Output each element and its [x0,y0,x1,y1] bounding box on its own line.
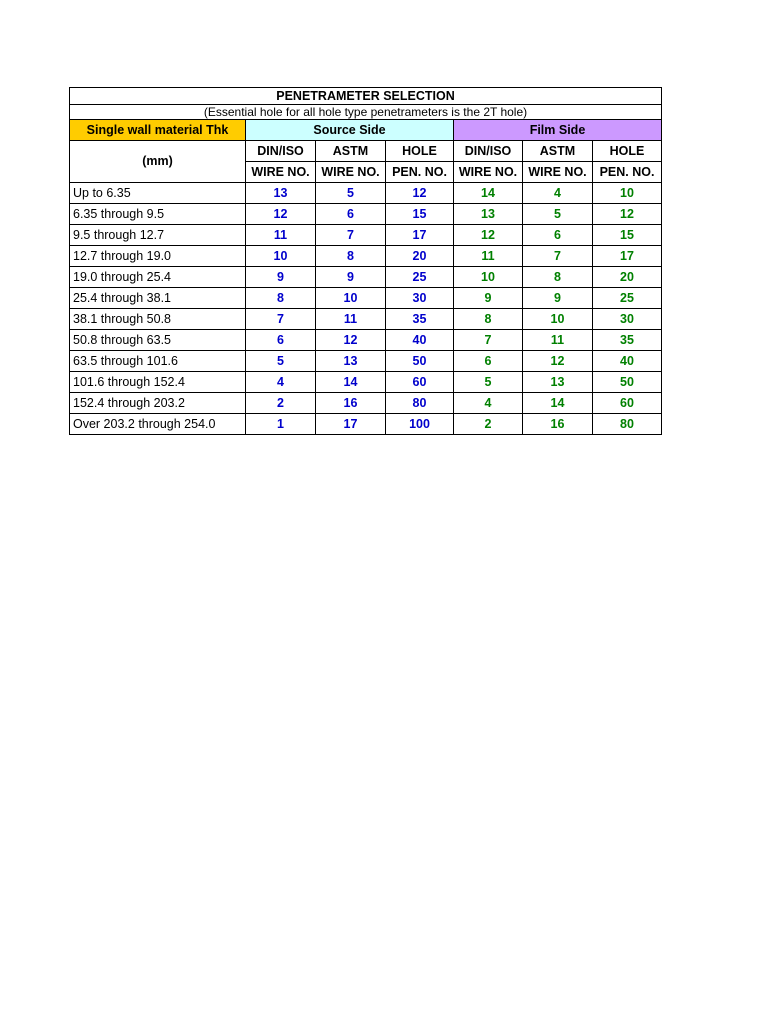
source-hole-cell: 15 [386,204,454,225]
film-din-iso-cell: 4 [454,393,523,414]
title-row [70,88,662,105]
thickness-header: Single wall material Thk [70,120,246,141]
film-hole-cell: 35 [593,330,662,351]
source-hole-header: HOLE [386,141,454,162]
source-astm-wire-header: WIRE NO. [316,162,386,183]
film-astm-cell: 4 [523,183,593,204]
source-hole-cell: 40 [386,330,454,351]
table-row [70,393,662,414]
thickness-range-cell: 19.0 through 25.4 [70,267,246,288]
thickness-range-cell: 63.5 through 101.6 [70,351,246,372]
group-header-row [70,120,662,141]
film-astm-cell: 12 [523,351,593,372]
film-din-iso-cell: 13 [454,204,523,225]
film-astm-cell: 16 [523,414,593,435]
thickness-range-cell: 50.8 through 63.5 [70,330,246,351]
source-hole-cell: 30 [386,288,454,309]
source-hole-cell: 100 [386,414,454,435]
film-astm-cell: 14 [523,393,593,414]
source-astm-cell: 17 [316,414,386,435]
source-astm-cell: 8 [316,246,386,267]
table-row [70,267,662,288]
source-din-iso-cell: 2 [246,393,316,414]
film-hole-cell: 17 [593,246,662,267]
source-side-header: Source Side [246,120,454,141]
film-din-iso-header: DIN/ISO [454,141,523,162]
thickness-range-cell: 38.1 through 50.8 [70,309,246,330]
source-astm-cell: 14 [316,372,386,393]
film-din-iso-cell: 7 [454,330,523,351]
table-row [70,225,662,246]
film-din-iso-wire-header: WIRE NO. [454,162,523,183]
table-row [70,288,662,309]
film-din-iso-cell: 11 [454,246,523,267]
source-astm-cell: 9 [316,267,386,288]
source-astm-cell: 6 [316,204,386,225]
film-hole-cell: 12 [593,204,662,225]
source-din-iso-wire-header: WIRE NO. [246,162,316,183]
film-astm-cell: 9 [523,288,593,309]
source-din-iso-cell: 9 [246,267,316,288]
source-astm-header: ASTM [316,141,386,162]
penetrameter-table [69,87,662,435]
film-hole-cell: 10 [593,183,662,204]
film-astm-wire-header: WIRE NO. [523,162,593,183]
film-hole-cell: 15 [593,225,662,246]
film-astm-header: ASTM [523,141,593,162]
source-astm-cell: 12 [316,330,386,351]
film-din-iso-cell: 12 [454,225,523,246]
source-din-iso-cell: 4 [246,372,316,393]
source-hole-pen-header: PEN. NO. [386,162,454,183]
source-hole-cell: 80 [386,393,454,414]
film-side-header: Film Side [454,120,662,141]
film-din-iso-cell: 6 [454,351,523,372]
note-row [70,105,662,120]
thickness-range-cell: 9.5 through 12.7 [70,225,246,246]
film-astm-cell: 10 [523,309,593,330]
thickness-range-cell: 101.6 through 152.4 [70,372,246,393]
source-din-iso-cell: 6 [246,330,316,351]
table-row [70,414,662,435]
source-astm-cell: 7 [316,225,386,246]
film-hole-cell: 20 [593,267,662,288]
penetrameter-sheet [69,87,661,435]
source-din-iso-cell: 1 [246,414,316,435]
source-astm-cell: 10 [316,288,386,309]
film-din-iso-cell: 5 [454,372,523,393]
film-hole-cell: 40 [593,351,662,372]
film-astm-cell: 11 [523,330,593,351]
source-astm-cell: 13 [316,351,386,372]
film-astm-cell: 13 [523,372,593,393]
film-astm-cell: 5 [523,204,593,225]
thickness-range-cell: 12.7 through 19.0 [70,246,246,267]
source-astm-cell: 11 [316,309,386,330]
table-row [70,204,662,225]
source-din-iso-header: DIN/ISO [246,141,316,162]
film-din-iso-cell: 8 [454,309,523,330]
film-hole-cell: 25 [593,288,662,309]
table-row [70,246,662,267]
film-astm-cell: 7 [523,246,593,267]
film-astm-cell: 6 [523,225,593,246]
source-din-iso-cell: 10 [246,246,316,267]
film-hole-pen-header: PEN. NO. [593,162,662,183]
film-hole-cell: 80 [593,414,662,435]
film-din-iso-cell: 2 [454,414,523,435]
source-hole-cell: 60 [386,372,454,393]
source-din-iso-cell: 11 [246,225,316,246]
table-row [70,330,662,351]
sub-header-row-top [70,141,662,162]
film-din-iso-cell: 9 [454,288,523,309]
table-row [70,351,662,372]
source-hole-cell: 17 [386,225,454,246]
unit-header: (mm) [70,141,246,183]
source-din-iso-cell: 7 [246,309,316,330]
film-hole-cell: 50 [593,372,662,393]
table-row [70,372,662,393]
film-din-iso-cell: 10 [454,267,523,288]
thickness-range-cell: 25.4 through 38.1 [70,288,246,309]
source-astm-cell: 5 [316,183,386,204]
thickness-range-cell: Up to 6.35 [70,183,246,204]
source-hole-cell: 50 [386,351,454,372]
film-astm-cell: 8 [523,267,593,288]
film-din-iso-cell: 14 [454,183,523,204]
source-hole-cell: 35 [386,309,454,330]
source-din-iso-cell: 13 [246,183,316,204]
source-din-iso-cell: 12 [246,204,316,225]
thickness-range-cell: 152.4 through 203.2 [70,393,246,414]
source-din-iso-cell: 8 [246,288,316,309]
thickness-range-cell: 6.35 through 9.5 [70,204,246,225]
film-hole-header: HOLE [593,141,662,162]
table-row [70,309,662,330]
film-hole-cell: 60 [593,393,662,414]
film-hole-cell: 30 [593,309,662,330]
source-din-iso-cell: 5 [246,351,316,372]
table-note: (Essential hole for all hole type penetrameters is the 2T hole) [70,105,662,120]
source-hole-cell: 12 [386,183,454,204]
table-row [70,183,662,204]
table-title: PENETRAMETER SELECTION [70,88,662,105]
source-hole-cell: 20 [386,246,454,267]
source-astm-cell: 16 [316,393,386,414]
source-hole-cell: 25 [386,267,454,288]
thickness-range-cell: Over 203.2 through 254.0 [70,414,246,435]
